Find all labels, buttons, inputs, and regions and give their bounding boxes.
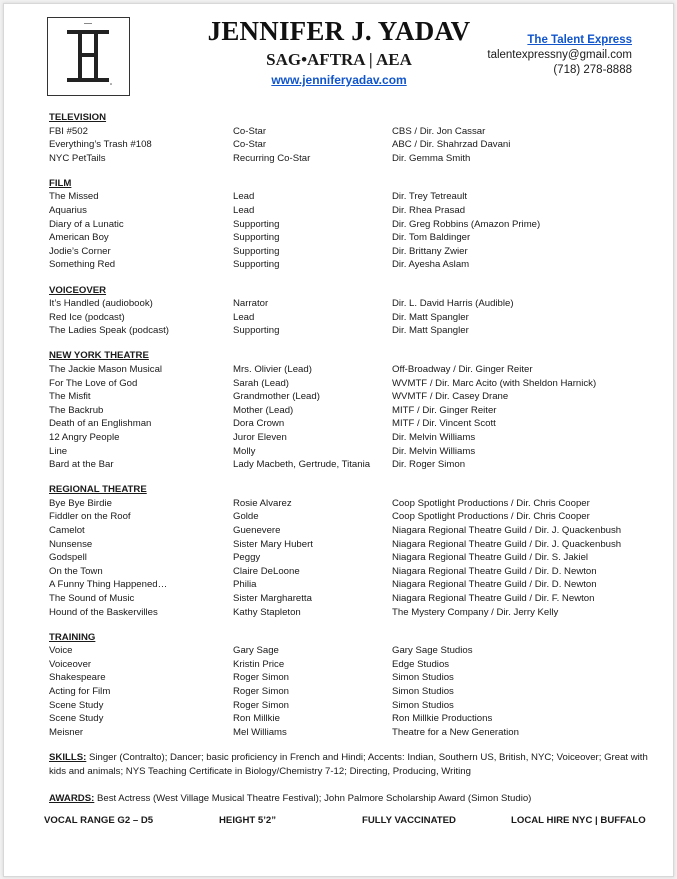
- vocal-range: VOCAL RANGE G2 – D5: [44, 815, 154, 826]
- credit-company: Niagara Regional Theatre Guild / Dir. J. Quackenbush: [392, 538, 622, 550]
- credit-row: [49, 218, 649, 232]
- credit-title: Camelot: [49, 525, 85, 537]
- credit-company: Edge Studios: [392, 658, 450, 670]
- credit-row: [49, 417, 649, 431]
- credit-title: NYC PetTails: [49, 152, 106, 164]
- credit-title: On the Town: [49, 565, 103, 577]
- credit-role: Golde: [233, 511, 259, 523]
- credit-role: Lead: [233, 311, 255, 323]
- awards-section: [49, 792, 649, 806]
- credit-role: Supporting: [233, 232, 280, 244]
- credit-role: Mother (Lead): [233, 404, 294, 416]
- credit-role: Supporting: [233, 325, 280, 337]
- skills-label: SKILLS:: [49, 751, 87, 763]
- credit-row: [49, 565, 649, 579]
- credit-company: Theatre for a New Generation: [392, 726, 519, 738]
- credit-company: Gary Sage Studios: [392, 645, 473, 657]
- credit-title: The Misfit: [49, 391, 91, 403]
- credit-company: Coop Spotlight Productions / Dir. Chris Cooper: [392, 511, 590, 523]
- logo: [47, 17, 130, 96]
- section-new-york-theatre: [49, 349, 649, 471]
- credit-company: Simon Studios: [392, 699, 454, 711]
- credit-company: MITF / Dir. Vincent Scott: [392, 418, 496, 430]
- credit-title: Nunsense: [49, 538, 93, 550]
- credit-row: [49, 204, 649, 218]
- credit-title: Line: [49, 445, 68, 457]
- credit-company: Niagara Regional Theatre Guild / Dir. S. Jakiel: [392, 552, 589, 564]
- credit-title: Shakespeare: [49, 672, 106, 684]
- credit-title: Something Red: [49, 259, 116, 271]
- section-regional-theatre: [49, 483, 649, 619]
- credit-row: [49, 671, 649, 685]
- agency-contact: [487, 33, 632, 78]
- credit-company: Dir. L. David Harris (Audible): [392, 298, 514, 310]
- credit-company: Dir. Matt Spangler: [392, 325, 469, 337]
- credit-company: Niagara Regional Theatre Guild / Dir. D. Newton: [392, 579, 597, 591]
- credit-row: [49, 324, 649, 338]
- credit-row: [49, 311, 649, 325]
- credit-role: Lady Macbeth, Gertrude, Titania: [233, 459, 371, 471]
- credit-row: [49, 231, 649, 245]
- credit-title: Hound of the Baskervilles: [49, 606, 158, 618]
- section-title: VOICEOVER: [49, 284, 107, 296]
- credit-row: [49, 658, 649, 672]
- credit-title: Voiceover: [49, 658, 92, 670]
- skills-text: Singer (Contralto); Dancer; basic proficiency in French and Hindi; Accents: Indian, Southern US, British, NYC; Voiceover; Great with kids and animals; NYS Teaching Certificate in Biology/Chemistry 7-12; Directing, Producing, Writing: [49, 751, 648, 777]
- credit-title: The Ladies Speak (podcast): [49, 325, 169, 337]
- credit-title: Godspell: [49, 552, 87, 564]
- credit-title: The Missed: [49, 191, 99, 203]
- credit-title: Meisner: [49, 726, 84, 738]
- awards-text: Best Actress (West Village Musical Theatre Festival); John Palmore Scholarship Award (Simon Studio): [94, 792, 532, 804]
- credit-role: Peggy: [233, 552, 261, 564]
- credit-company: CBS / Dir. Jon Cassar: [392, 125, 486, 137]
- credit-role: Mel Williams: [233, 726, 287, 738]
- credit-company: Off-Broadway / Dir. Ginger Reiter: [392, 364, 533, 375]
- union-affiliation: SAG•AFTRA | AEA: [266, 50, 412, 69]
- credit-row: [49, 377, 649, 391]
- credit-company: Dir. Rhea Prasad: [392, 205, 466, 217]
- credit-role: Ron Millkie: [233, 713, 280, 725]
- credit-title: Voice: [49, 645, 73, 657]
- credit-role: Narrator: [233, 298, 269, 310]
- credit-role: Roger Simon: [233, 672, 289, 684]
- credit-row: [49, 644, 649, 658]
- credit-company: The Mystery Company / Dir. Jerry Kelly: [392, 606, 559, 618]
- credit-row: [49, 245, 649, 259]
- credit-role: Roger Simon: [233, 699, 289, 711]
- credit-company: Simon Studios: [392, 672, 454, 684]
- credit-company: Dir. Gemma Smith: [392, 152, 471, 164]
- credit-role: Kristin Price: [233, 658, 285, 670]
- credit-row: [49, 538, 649, 552]
- credit-title: A Funny Thing Happened…: [49, 579, 168, 591]
- credit-company: Dir. Brittany Zwier: [392, 245, 468, 257]
- credit-role: Dora Crown: [233, 418, 285, 430]
- credit-company: Dir. Greg Robbins (Amazon Prime): [392, 218, 541, 230]
- website-link[interactable]: www.jenniferyadav.com: [271, 73, 407, 87]
- credit-title: 12 Angry People: [49, 431, 120, 443]
- credit-title: Red Ice (podcast): [49, 311, 125, 323]
- credit-company: Coop Spotlight Productions / Dir. Chris Cooper: [392, 497, 590, 509]
- credit-title: Jodie’s Corner: [49, 245, 111, 257]
- credit-row: [49, 726, 649, 740]
- credit-role: Grandmother (Lead): [233, 391, 320, 403]
- credit-company: Dir. Matt Spangler: [392, 311, 469, 323]
- credit-title: The Jackie Mason Musical: [49, 364, 163, 375]
- credit-company: ABC / Dir. Shahrzad Davani: [392, 139, 511, 151]
- credit-role: Supporting: [233, 218, 280, 230]
- credit-row: [49, 152, 649, 166]
- credit-row: [49, 390, 649, 404]
- credit-row: [49, 606, 649, 620]
- credit-company: Dir. Melvin Williams: [392, 445, 476, 457]
- credit-title: Fiddler on the Roof: [49, 511, 131, 523]
- credit-title: Aquarius: [49, 205, 87, 217]
- height: HEIGHT 5’2”: [219, 815, 277, 826]
- credit-row: [49, 258, 649, 272]
- credit-company: WVMTF / Dir. Casey Drane: [392, 391, 509, 403]
- credit-title: The Backrub: [49, 404, 104, 416]
- section-voiceover: [49, 284, 649, 338]
- actor-name: JENNIFER J. YADAV: [207, 16, 471, 46]
- credit-role: Supporting: [233, 259, 280, 271]
- section-training: [49, 631, 649, 740]
- credit-role: Co-Star: [233, 125, 267, 137]
- credit-row: [49, 363, 649, 377]
- credits-body: [49, 111, 649, 806]
- credit-company: Niagara Regional Theatre Guild / Dir. F. Newton: [392, 593, 595, 604]
- credit-company: Dir. Roger Simon: [392, 459, 466, 471]
- credit-row: [49, 190, 649, 204]
- awards-label: AWARDS:: [49, 792, 95, 804]
- credit-row: [49, 524, 649, 538]
- credit-row: [49, 699, 649, 713]
- local-hire: LOCAL HIRE NYC | BUFFALO: [511, 815, 646, 826]
- section-title: NEW YORK THEATRE: [49, 350, 149, 362]
- credit-row: [49, 138, 649, 152]
- credit-role: Roger Simon: [233, 686, 289, 698]
- credit-company: MITF / Dir. Ginger Reiter: [392, 404, 497, 416]
- credit-row: [49, 685, 649, 699]
- credit-title: Diary of a Lunatic: [49, 218, 124, 230]
- credit-row: [49, 592, 649, 606]
- credit-row: [49, 431, 649, 445]
- credit-role: Guenevere: [233, 525, 281, 537]
- monogram-logo-icon: [48, 18, 128, 94]
- credit-role: Kathy Stapleton: [233, 606, 301, 618]
- credit-company: Niagara Regional Theatre Guild / Dir. J. Quackenbush: [392, 525, 622, 537]
- agency-email: talentexpressny@gmail.com: [487, 49, 632, 61]
- credit-row: [49, 510, 649, 524]
- credit-title: Scene Study: [49, 713, 104, 725]
- credit-row: [49, 458, 649, 472]
- credit-title: Death of an Englishman: [49, 418, 152, 430]
- credit-role: Sarah (Lead): [233, 377, 289, 389]
- agency-link[interactable]: The Talent Express: [527, 34, 632, 46]
- credit-role: Claire DeLoone: [233, 565, 300, 577]
- credit-role: Sister Mary Hubert: [233, 538, 313, 550]
- credit-role: Supporting: [233, 245, 280, 257]
- credit-title: For The Love of God: [49, 377, 138, 389]
- credit-company: Dir. Trey Tetreault: [392, 191, 468, 203]
- credit-row: [49, 578, 649, 592]
- credit-row: [49, 497, 649, 511]
- credit-row: [49, 712, 649, 726]
- credit-role: Molly: [233, 445, 256, 457]
- credit-title: FBI #502: [49, 125, 88, 137]
- credit-role: Lead: [233, 191, 255, 203]
- credit-title: Bye Bye Birdie: [49, 497, 112, 509]
- credit-role: Mrs. Olivier (Lead): [233, 364, 312, 375]
- credit-row: [49, 297, 649, 311]
- credit-role: Lead: [233, 205, 255, 217]
- credit-row: [49, 125, 649, 139]
- credit-row: [49, 404, 649, 418]
- credit-role: Sister Margharetta: [233, 593, 312, 604]
- credit-role: Gary Sage: [233, 645, 279, 657]
- credit-role: Rosie Alvarez: [233, 497, 292, 509]
- section-title: FILM: [49, 177, 72, 189]
- credit-company: Dir. Ayesha Aslam: [392, 259, 470, 271]
- credit-role: Philia: [233, 579, 257, 591]
- credit-row: [49, 445, 649, 459]
- credit-company: WVMTF / Dir. Marc Acito (with Sheldon Harnick): [392, 377, 597, 389]
- vaccination-status: FULLY VACCINATED: [362, 815, 456, 826]
- credit-title: The Sound of Music: [49, 593, 135, 604]
- credit-title: Scene Study: [49, 699, 104, 711]
- section-television: [49, 111, 649, 165]
- credit-company: Ron Millkie Productions: [392, 713, 493, 725]
- credit-company: Niagara Regional Theatre Guild / Dir. D. Newton: [392, 565, 597, 577]
- credit-title: American Boy: [49, 232, 109, 244]
- credit-title: Acting for Film: [49, 686, 111, 698]
- agency-phone: (718) 278-8888: [553, 64, 632, 76]
- credit-row: [49, 551, 649, 565]
- resume-page: [3, 3, 674, 877]
- credit-company: Dir. Melvin Williams: [392, 431, 476, 443]
- skills-section: [49, 751, 649, 779]
- credit-company: Dir. Tom Baldinger: [392, 232, 471, 244]
- credit-role: Co-Star: [233, 139, 267, 151]
- name-block: [204, 16, 474, 88]
- credit-title: Everything’s Trash #108: [49, 139, 152, 151]
- credit-title: Bard at the Bar: [49, 459, 114, 471]
- credit-company: Simon Studios: [392, 686, 454, 698]
- credit-title: It’s Handled (audiobook): [49, 298, 153, 310]
- section-title: TRAINING: [49, 631, 96, 643]
- credit-role: Juror Eleven: [233, 431, 287, 443]
- section-film: [49, 177, 649, 272]
- credit-role: Recurring Co-Star: [233, 152, 311, 164]
- section-title: TELEVISION: [49, 112, 107, 123]
- section-title: REGIONAL THEATRE: [49, 484, 147, 496]
